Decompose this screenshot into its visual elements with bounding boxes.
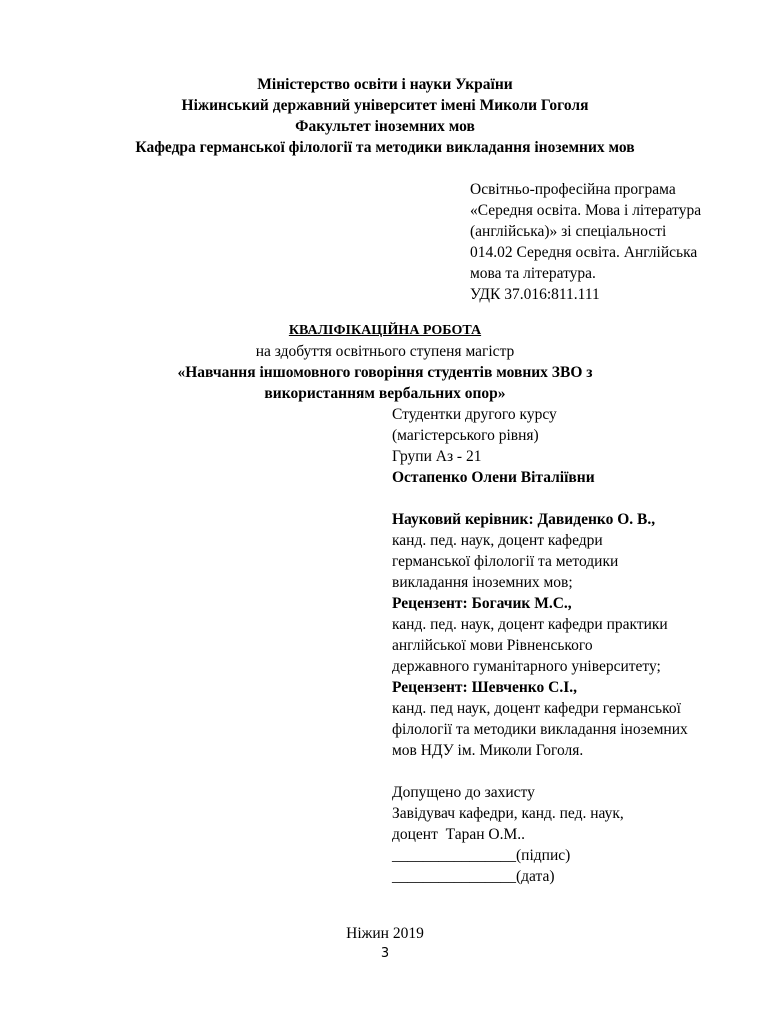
place-year: Ніжин 2019 — [346, 925, 424, 942]
program-line: мова та література. — [470, 265, 596, 282]
date-line: ________________(дата) — [392, 868, 555, 885]
reviewer-1-line: державного гуманітарного університету; — [392, 658, 661, 675]
admission-line: доцент Таран О.М.. — [392, 826, 525, 843]
author-info — [392, 404, 688, 887]
program-line: «Середня освіта. Мова і література — [470, 202, 702, 219]
reviewer-2-line: філології та методики викладання іноземних — [392, 721, 688, 738]
admission-line: Завідувач кафедри, канд. пед. наук, — [392, 805, 624, 822]
supervisor-label: Науковий керівник: Давиденко О. В., — [392, 511, 656, 528]
reviewer-2-line: канд. пед наук, доцент кафедри германської — [392, 700, 681, 717]
student-level: (магістерського рівня) — [392, 427, 539, 444]
program-line: (англійська)» зі спеціальності — [470, 223, 667, 240]
thesis-title-line-2: використанням вербальних опор» — [264, 385, 506, 402]
reviewer-2-line: мов НДУ ім. Миколи Гоголя. — [392, 742, 584, 759]
university-heading: Ніжинський державний університет імені Миколи Гоголя — [181, 97, 589, 114]
thesis-title-line-1: «Навчання іншомовного говоріння студентів мовних ЗВО з — [177, 364, 593, 381]
reviewer-1-line: англійської мови Рівненського — [392, 637, 593, 654]
student-course: Студентки другого курсу — [392, 406, 557, 423]
work-type-heading: КВАЛІФІКАЦІЙНА РОБОТА — [288, 323, 482, 338]
reviewer-1-line: канд. пед. наук, доцент кафедри практики — [392, 616, 668, 633]
spacer — [392, 761, 688, 782]
student-name: Остапенко Олени Віталіївни — [392, 469, 595, 486]
page-number: 3 — [380, 946, 390, 961]
reviewer-2-label: Рецензент: Шевченко С.І., — [392, 679, 578, 696]
ministry-heading: Міністерство освіти і науки України — [257, 76, 513, 93]
spacer — [392, 488, 688, 509]
student-group: Групи Аз - 21 — [392, 448, 482, 465]
program-line: Освітньо-професійна програма — [470, 181, 676, 198]
supervisor-line: германської філології та методики — [392, 553, 619, 570]
faculty-heading: Факультет іноземних мов — [295, 118, 475, 135]
admission-line: Допущено до захисту — [392, 784, 535, 801]
signature-line: ________________(підпис) — [392, 847, 571, 864]
supervisor-line: канд. пед. наук, доцент кафедри — [392, 532, 603, 549]
department-heading: Кафедра германської філології та методики викладання іноземних мов — [135, 139, 635, 156]
program-line: 014.02 Середня освіта. Англійська — [470, 244, 698, 261]
supervisor-line: викладання іноземних мов; — [392, 574, 573, 591]
udk-code: УДК 37.016:811.111 — [470, 286, 600, 303]
degree-line: на здобуття освітнього ступеня магістр — [255, 343, 515, 360]
reviewer-1-label: Рецензент: Богачик М.С., — [392, 595, 572, 612]
program-info — [470, 179, 701, 305]
